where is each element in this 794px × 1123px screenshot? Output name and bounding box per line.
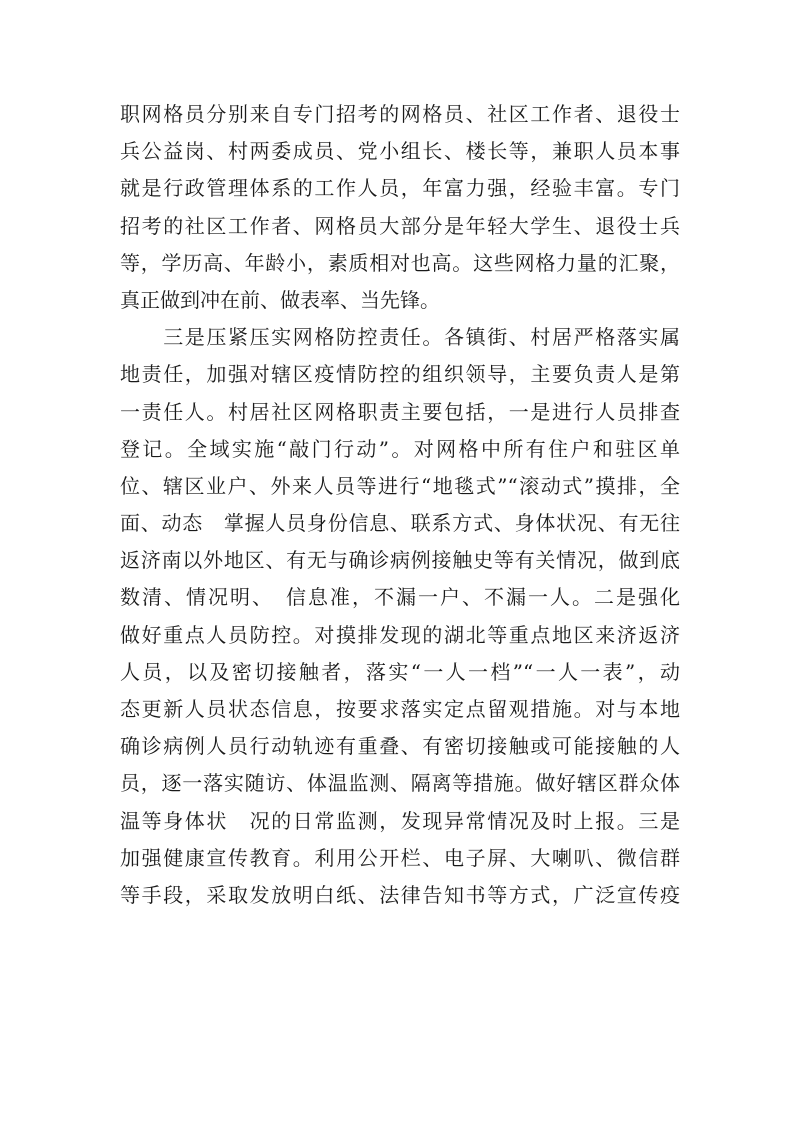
text-line: 兵公益岗、村两委成员、党小组长、楼长等，兼职人员本事 [120, 139, 680, 164]
text-line: 等，学历高、年龄小，素质相对也高。这些网格力量的汇聚， [120, 250, 680, 275]
text-line: 招考的社区工作者、网格员大部分是年轻大学生、退役士兵 [120, 213, 680, 238]
text-line: 等手段，采取发放明白纸、法律告知书等方式，广泛宣传疫 [120, 882, 680, 907]
text-line: 员，逐一落实随访、体温监测、隔离等措施。做好辖区群众体 [120, 771, 680, 796]
text-line: 地责任，加强对辖区疫情防控的组织领导，主要负责人是第 [120, 362, 680, 387]
text-line: 登记。全域实施“敲门行动”。对网格中所有住户和驻区单 [120, 436, 680, 461]
text-line: 态更新人员状态信息，按要求落实定点留观措施。对与本地 [120, 697, 680, 721]
paragraph-end-line: 真正做到冲在前、做表率、当先锋。 [120, 287, 440, 312]
text-line: 加强健康宣传教育。利用公开栏、电子屏、大喇叭、微信群 [120, 845, 680, 870]
text-line: 职网格员分别来自专门招考的网格员、社区工作者、退役士 [120, 102, 680, 126]
text-line: 面、动态 掌握人员身份信息、联系方式、身体状况、有无往 [120, 511, 680, 536]
text-line: 就是行政管理体系的工作人员，年富力强，经验丰富。专门 [120, 176, 680, 201]
text-line: 数清、情况明、 信息准，不漏一户、不漏一人。二是强化 [120, 585, 680, 610]
text-line: 做好重点人员防控。对摸排发现的湖北等重点地区来济返济 [120, 622, 680, 647]
text-line: 确诊病例人员行动轨迹有重叠、有密切接触或可能接触的人 [120, 734, 680, 759]
text-line: 一责任人。村居社区网格职责主要包括，一是进行人员排查 [120, 399, 680, 424]
text-line: 温等身体状 况的日常监测，发现异常情况及时上报。三是 [120, 808, 680, 833]
text-line: 位、辖区业户、外来人员等进行“地毯式”“滚动式”摸排，全 [120, 473, 680, 498]
text-line: 人员，以及密切接触者，落实“一人一档”“一人一表”，动 [120, 659, 680, 684]
text-line: 返济南以外地区、有无与确诊病例接触史等有关情况，做到底 [120, 548, 680, 573]
body-text [120, 96, 680, 914]
paragraph-start-line: 三是压紧压实网格防控责任。各镇街、村居严格落实属 [120, 325, 680, 350]
